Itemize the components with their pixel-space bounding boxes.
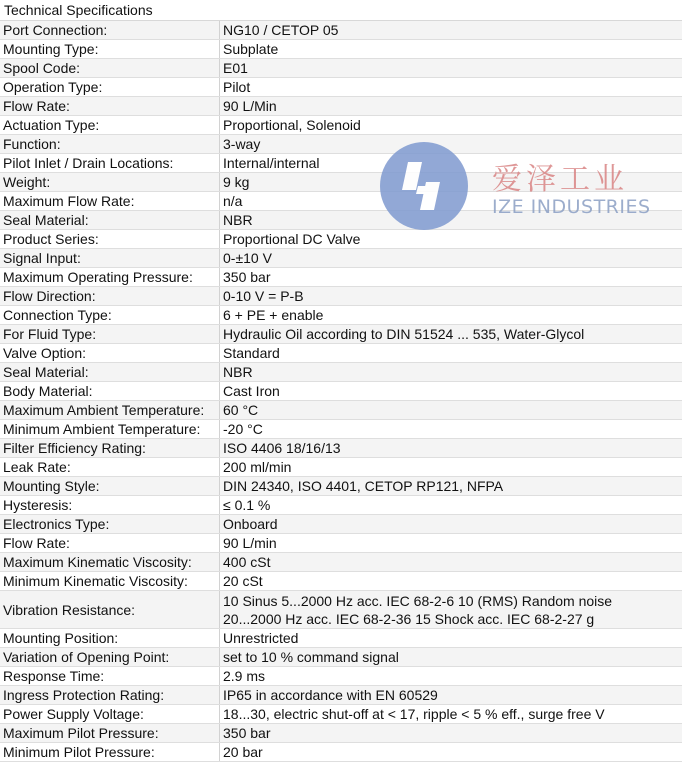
spec-row [0,686,682,705]
spec-value: Subplate [220,40,682,59]
spec-value: 2.9 ms [220,667,682,686]
spec-value: 60 °C [220,401,682,420]
spec-label: Seal Material: [0,211,220,230]
spec-row [0,458,682,477]
spec-label: Ingress Protection Rating: [0,686,220,705]
spec-value: 350 bar [220,268,682,287]
spec-value: E01 [220,59,682,78]
spec-label: Mounting Position: [0,629,220,648]
spec-row [0,230,682,249]
spec-label: Maximum Flow Rate: [0,192,220,211]
spec-row [0,249,682,268]
spec-label: Valve Option: [0,344,220,363]
spec-label: Maximum Ambient Temperature: [0,401,220,420]
spec-row [0,572,682,591]
spec-value: 20 bar [220,743,682,762]
spec-row [0,439,682,458]
spec-value: 3-way [220,135,682,154]
table-title: Technical Specifications [0,0,682,21]
spec-value: ISO 4406 18/16/13 [220,439,682,458]
watermark-english-name: IZE INDUSTRIES [492,196,651,218]
spec-row [0,40,682,59]
spec-label: Mounting Style: [0,477,220,496]
spec-value: ≤ 0.1 % [220,496,682,515]
spec-value: Proportional DC Valve [220,230,682,249]
watermark-chinese-name: 爱泽工业 [492,154,628,198]
spec-row [0,401,682,420]
spec-label: Flow Direction: [0,287,220,306]
spec-row [0,344,682,363]
spec-row [0,420,682,439]
spec-label: Function: [0,135,220,154]
spec-label: Connection Type: [0,306,220,325]
spec-row [0,306,682,325]
spec-row [0,648,682,667]
spec-value: NBR [220,211,682,230]
spec-row [0,553,682,572]
spec-row [0,173,682,192]
spec-value: IP65 in accordance with EN 60529 [220,686,682,705]
spec-row [0,363,682,382]
spec-label: Minimum Kinematic Viscosity: [0,572,220,591]
spec-label: Vibration Resistance: [0,591,220,629]
spec-value: 400 cSt [220,553,682,572]
spec-row [0,667,682,686]
spec-table-body [0,21,682,762]
spec-row [0,591,682,629]
spec-label: Power Supply Voltage: [0,705,220,724]
spec-value: Standard [220,344,682,363]
spec-row [0,515,682,534]
spec-row [0,135,682,154]
spec-value: -20 °C [220,420,682,439]
spec-label: Flow Rate: [0,97,220,116]
spec-label: Seal Material: [0,363,220,382]
spec-label: Mounting Type: [0,40,220,59]
spec-value: NBR [220,363,682,382]
spec-row [0,59,682,78]
spec-label: Flow Rate: [0,534,220,553]
spec-value: Hydraulic Oil according to DIN 51524 ... 535, Water-Glycol [220,325,682,344]
spec-value: 90 L/Min [220,97,682,116]
spec-value: 0-±10 V [220,249,682,268]
spec-row [0,154,682,173]
spec-value: 18...30, electric shut-off at < 17, ripple < 5 % eff., surge free V [220,705,682,724]
spec-row [0,268,682,287]
spec-row [0,629,682,648]
spec-label: Signal Input: [0,249,220,268]
spec-label: Operation Type: [0,78,220,97]
spec-value: Proportional, Solenoid [220,116,682,135]
spec-label: For Fluid Type: [0,325,220,344]
spec-label: Maximum Pilot Pressure: [0,724,220,743]
spec-label: Weight: [0,173,220,192]
spec-label: Maximum Operating Pressure: [0,268,220,287]
spec-label: Pilot Inlet / Drain Locations: [0,154,220,173]
spec-value-line: 10 Sinus 5...2000 Hz acc. IEC 68-2-6 10 (RMS) Random noise [223,592,682,610]
spec-value: 90 L/min [220,534,682,553]
spec-label: Product Series: [0,230,220,249]
spec-value: NG10 / CETOP 05 [220,21,682,40]
spec-label: Filter Efficiency Rating: [0,439,220,458]
spec-value: n/a [220,192,682,211]
spec-value: 200 ml/min [220,458,682,477]
spec-row [0,724,682,743]
spec-value: 6 + PE + enable [220,306,682,325]
spec-row [0,287,682,306]
spec-row [0,211,682,230]
spec-row [0,78,682,97]
spec-row [0,534,682,553]
spec-label: Hysteresis: [0,496,220,515]
spec-row [0,477,682,496]
spec-label: Actuation Type: [0,116,220,135]
spec-label: Electronics Type: [0,515,220,534]
spec-row [0,325,682,344]
spec-value: Onboard [220,515,682,534]
spec-label: Minimum Pilot Pressure: [0,743,220,762]
spec-row [0,192,682,211]
spec-value: Pilot [220,78,682,97]
spec-label: Response Time: [0,667,220,686]
spec-label: Port Connection: [0,21,220,40]
spec-row [0,705,682,724]
spec-row [0,496,682,515]
spec-value: 350 bar [220,724,682,743]
spec-label: Minimum Ambient Temperature: [0,420,220,439]
spec-value: Cast Iron [220,382,682,401]
spec-value: Unrestricted [220,629,682,648]
spec-row [0,743,682,762]
spec-value: set to 10 % command signal [220,648,682,667]
spec-value: Internal/internal [220,154,682,173]
spec-row [0,21,682,40]
spec-value: DIN 24340, ISO 4401, CETOP RP121, NFPA [220,477,682,496]
spec-row [0,97,682,116]
spec-value: 20 cSt [220,572,682,591]
spec-label: Leak Rate: [0,458,220,477]
spec-table [0,21,682,762]
spec-value: 0-10 V = P-B [220,287,682,306]
spec-value-line: 20...2000 Hz acc. IEC 68-2-36 15 Shock acc. IEC 68-2-27 g [223,610,682,628]
spec-row [0,116,682,135]
spec-label: Maximum Kinematic Viscosity: [0,553,220,572]
spec-label: Body Material: [0,382,220,401]
spec-label: Spool Code: [0,59,220,78]
spec-value: 9 kg [220,173,682,192]
spec-row [0,382,682,401]
spec-value [220,591,682,629]
spec-label: Variation of Opening Point: [0,648,220,667]
